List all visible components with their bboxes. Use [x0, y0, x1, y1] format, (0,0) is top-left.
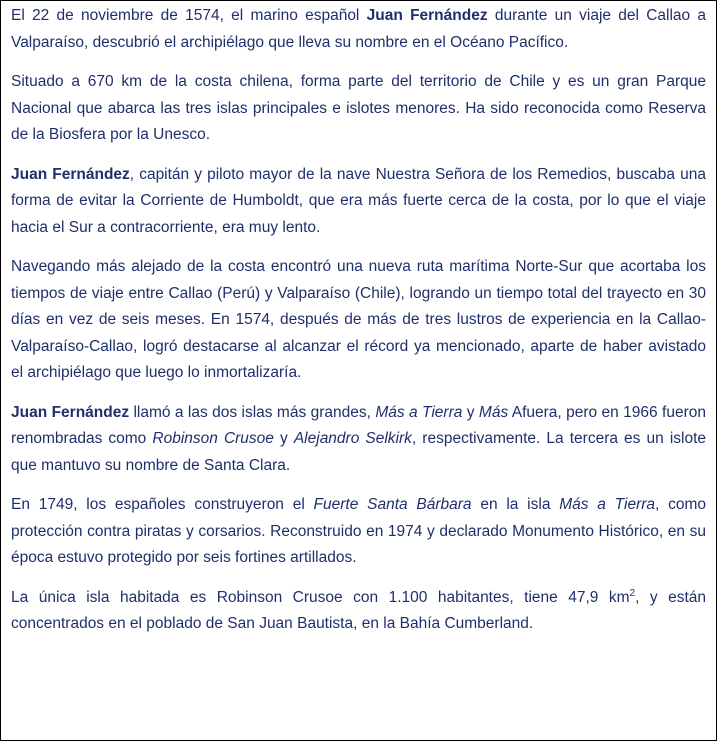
text-run: en la isla — [471, 496, 560, 513]
bold-name: Juan Fernández — [11, 403, 130, 421]
text-run: Navegando más alejado de la costa encontró una nueva ruta marítima Norte-Sur que acortaba los tiempos de viaje entre Callao (Perú) y Valparaíso (Chile), logrando un tiempo total del trayecto en 30 días en vez de seis meses. En 1574, después de más de tres lustros de experiencia en la Callao-Valparaíso-Callao, logró destacarse al alcanzar el récord ya mencionado, aparte de haber avistado el archipiélago que luego lo inmortalizaría. — [11, 258, 706, 381]
text-run: , como protección contra piratas y corsarios. Reconstruido en 1974 y declarado Monumento Histórico, en su época estuvo protegido por seis fortines artillados. — [11, 496, 706, 566]
bold-name: Juan Fernández — [366, 7, 488, 24]
paragraph-population — [11, 585, 706, 638]
text-run: La única isla habitada es Robinson Crusoe con 1.100 habitantes, tiene 47,9 km — [11, 588, 630, 606]
text-run: durante un viaje del Callao a Valparaíso, descubrió el archipiélago que lleva su nombre en el Océano Pacífico. — [11, 7, 707, 51]
paragraph-discovery — [11, 3, 706, 56]
superscript: 2 — [629, 587, 636, 599]
paragraph-fort — [11, 492, 706, 572]
text-run: Situado a 670 km de la costa chilena, forma parte del territorio de Chile y es un gran Parque Nacional que abarca las tres islas principales e islotes menores. Ha sido reconocida como Reserva de la Biosfera por la Unesco. — [11, 73, 706, 143]
italic-island-name: Alejandro Selkirk — [293, 430, 412, 447]
text-run: y — [462, 403, 479, 421]
italic-island-name: Más — [478, 403, 509, 421]
text-run: y — [273, 430, 294, 447]
paragraph-captain — [11, 162, 706, 242]
bold-name: Juan Fernández — [11, 165, 130, 183]
text-run: , y están concentrados en el poblado de San Juan Bautista, en la Bahía Cumberland. — [11, 588, 706, 632]
text-run: , capitán y piloto mayor de la nave Nuestra Señora de los Remedios, buscaba una forma de evitar la Corriente de Humboldt, que era más fuerte cerca de la costa, por lo que el viaje hacia el Sur a contracorriente, era muy lento. — [11, 165, 706, 236]
text-run: En 1749, los españoles construyeron el — [11, 496, 314, 513]
text-run: llamó a las dos islas más grandes, — [129, 403, 376, 421]
text-run: Afuera, pero en 1966 fueron renombradas como — [11, 403, 706, 447]
italic-island-name: Más a Tierra — [559, 496, 656, 513]
text-run: El 22 de noviembre de 1574, el marino español — [11, 7, 367, 24]
italic-fort-name: Fuerte Santa Bárbara — [313, 496, 472, 513]
text-run: , respectivamente. La tercera es un islote que mantuvo su nombre de Santa Clara. — [11, 430, 706, 474]
paragraph-location — [11, 69, 706, 149]
italic-island-name: Más a Tierra — [375, 403, 463, 421]
paragraph-islands — [11, 400, 706, 480]
italic-island-name: Robinson Crusoe — [152, 430, 274, 447]
paragraph-route — [11, 254, 706, 387]
